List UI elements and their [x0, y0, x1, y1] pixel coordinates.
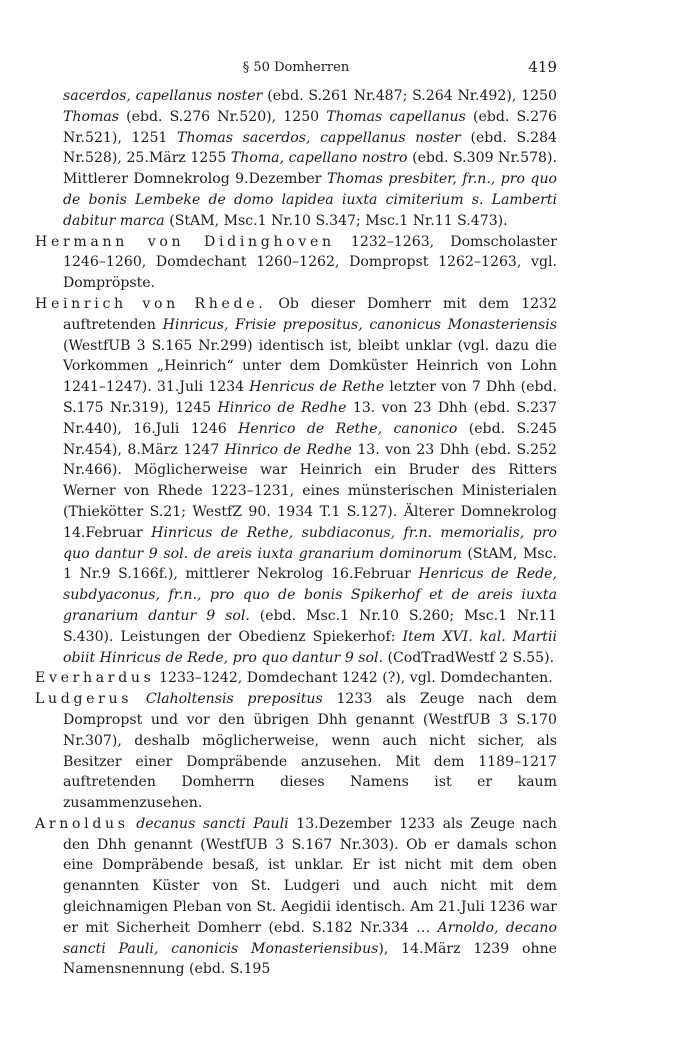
latin-quote: Thomas	[63, 108, 119, 125]
latin-quote: sacerdos, capellanus noster	[63, 88, 263, 104]
entry-thomas-cont	[35, 86, 557, 232]
latin-quote: Thomas capellanus	[326, 108, 466, 125]
entry-ludgerus	[35, 689, 557, 814]
text-run: (ebd. S.245 Nr.454), 8.März 1247	[63, 420, 558, 458]
text-run: (StAM, Msc. 1 Nr.9 S.166f.), mittlerer Nekrolog 16.Februar	[63, 545, 557, 583]
latin-quote: Item XVI. kal. Martii obiit Hinricus de Rede, pro quo dantur 9 sol.	[63, 628, 557, 666]
latin-quote: Henrico de Rethe, canonico	[238, 420, 458, 437]
latin-quote: Hinricus de Rethe, subdiaconus, fr.n. memorialis, pro quo dantur 9 sol. de areis iuxta granarium dominorum	[63, 524, 558, 562]
running-head: § 50 Domherren	[242, 60, 350, 75]
latin-quote: Thomas sacerdos, cappellanus noster	[177, 129, 461, 146]
latin-quote: Hinrico de Redhe	[224, 441, 352, 458]
entry-heinrich	[35, 294, 557, 668]
entry-everhardus	[35, 668, 557, 689]
text-run: (ebd. S.309 Nr.578). Mittlerer Domnekrolog 9.Dezember	[63, 150, 557, 188]
entry-arnoldus	[35, 814, 557, 980]
page-body	[35, 86, 557, 980]
latin-quote: Henricus de Rede, subdyaconus, fr.n., pro quo de bonis Spikerhof et de areis iuxta granarium dantur 9 sol.	[63, 566, 557, 624]
text-run: 13.Dezember 1233 als Zeuge nach den Dhh genannt (WestfUB 3 S.167 Nr.303). Ob er damals schon eine Dompräbende besaß, ist unklar. Er ist nicht mit dem oben genannten Küster von St. Ludgeri und auch nicht mit dem gleichnamigen Pleban von St. Aegidii identisch. Am 21.Juli 1236 war er mit Sicherheit Domherr (ebd. S.182 Nr.334 …	[63, 815, 557, 936]
text-run: (ebd. S.261 Nr.487; S.264 Nr.492), 1250	[262, 88, 557, 104]
entry-name: Arnoldus	[35, 815, 129, 832]
latin-quote: Hinrico de Redhe	[217, 399, 347, 416]
entry-name: Everhardus	[35, 670, 155, 687]
text-run: (ebd. S.276 Nr.521), 1251	[63, 108, 558, 146]
text-run: letzter von 7 Dhh (ebd. S.175 Nr.319), 1245	[63, 379, 558, 416]
latin-quote: Arnoldo, decano sancti Pauli, canonicis Monasteriensibus	[63, 919, 557, 957]
latin-quote: Claholtensis prepositus	[145, 691, 323, 708]
latin-quote: decanus sancti Pauli	[136, 815, 289, 832]
text-run: 1233 als Zeuge nach dem Dompropst und vor den übrigen Dhh genannt (WestfUB 3 S.170 Nr.307), deshalb möglicherweise, wenn auch nicht sicher, als Besitzer einer Dompräbende anzusehen. Mit dem 1189–1217 auftretenden Domherrn dieses Namens ist er kaum zusammenzusehen.	[63, 691, 557, 812]
text-run: 1233–1242, Domdechant 1242 (?), vgl. Domdechanten.	[154, 670, 553, 687]
entry-name: Ludgerus	[35, 691, 133, 708]
text-run: (StAM, Msc.1 Nr.10 S.347; Msc.1 Nr.11 S.473).	[164, 212, 508, 229]
page-number: 419	[528, 58, 557, 76]
entry-name: Hermann von Didinghoven	[35, 233, 335, 250]
entry-name: Heinrich von Rhede.	[35, 295, 267, 312]
text-run: (ebd. S.276 Nr.520), 1250	[118, 108, 327, 125]
text-run: ), 14.März 1239 ohne Namensnennung (ebd. S.195	[63, 940, 557, 978]
text-run: (ebd. S.284 Nr.528), 25.März 1255	[63, 129, 558, 167]
latin-quote: Hinricus, Frisie prepositus, canonicus Monasteriensis	[162, 316, 557, 333]
text-run: (CodTradWestf 2 S.55).	[383, 649, 555, 666]
text-run: 13. von 23 Dhh (ebd. S.252 Nr.466). Möglicherweise war Heinrich ein Bruder des Ritters Werner von Rhede 1223–1231, eines münsterischen Ministerialen (Thiekötter S.21; WestfZ 90. 1934 T.1 S.127). Älterer Domnekrolog 14.Februar	[63, 441, 557, 541]
text-run	[132, 691, 146, 707]
latin-quote: Henricus de Rethe	[249, 379, 385, 396]
latin-quote: Thoma, capellano nostro	[230, 150, 408, 167]
text-run: 1232–1263, Domscholaster 1246–1260, Domdechant 1260–1262, Dompropst 1262–1263, vgl. Dompröpste.	[63, 233, 557, 292]
latin-quote: Thomas presbiter, fr.n., pro quo de bonis Lembeke de domo lapidea iuxta cimiterium s. Lamberti dabitur marca	[63, 171, 558, 229]
text-run: (ebd. Msc.1 Nr.10 S.260; Msc.1 Nr.11 S.430). Leistungen der Obedienz Spiekerhof:	[63, 607, 557, 645]
entry-hermann	[35, 232, 557, 294]
page-header	[35, 58, 557, 78]
text-run: 13. von 23 Dhh (ebd. S.237 Nr.440), 16.Juli 1246	[63, 399, 557, 437]
text-run: (WestfUB 3 S.165 Nr.299) identisch ist, bleibt unklar (vgl. dazu die Vorkommen „Heinrich“ unter dem Domküster Heinrich von Lohn 1241–1247). 31.Juli 1234	[63, 337, 557, 396]
text-run: Ob dieser Domherr mit dem 1232 auftretenden	[63, 295, 557, 333]
